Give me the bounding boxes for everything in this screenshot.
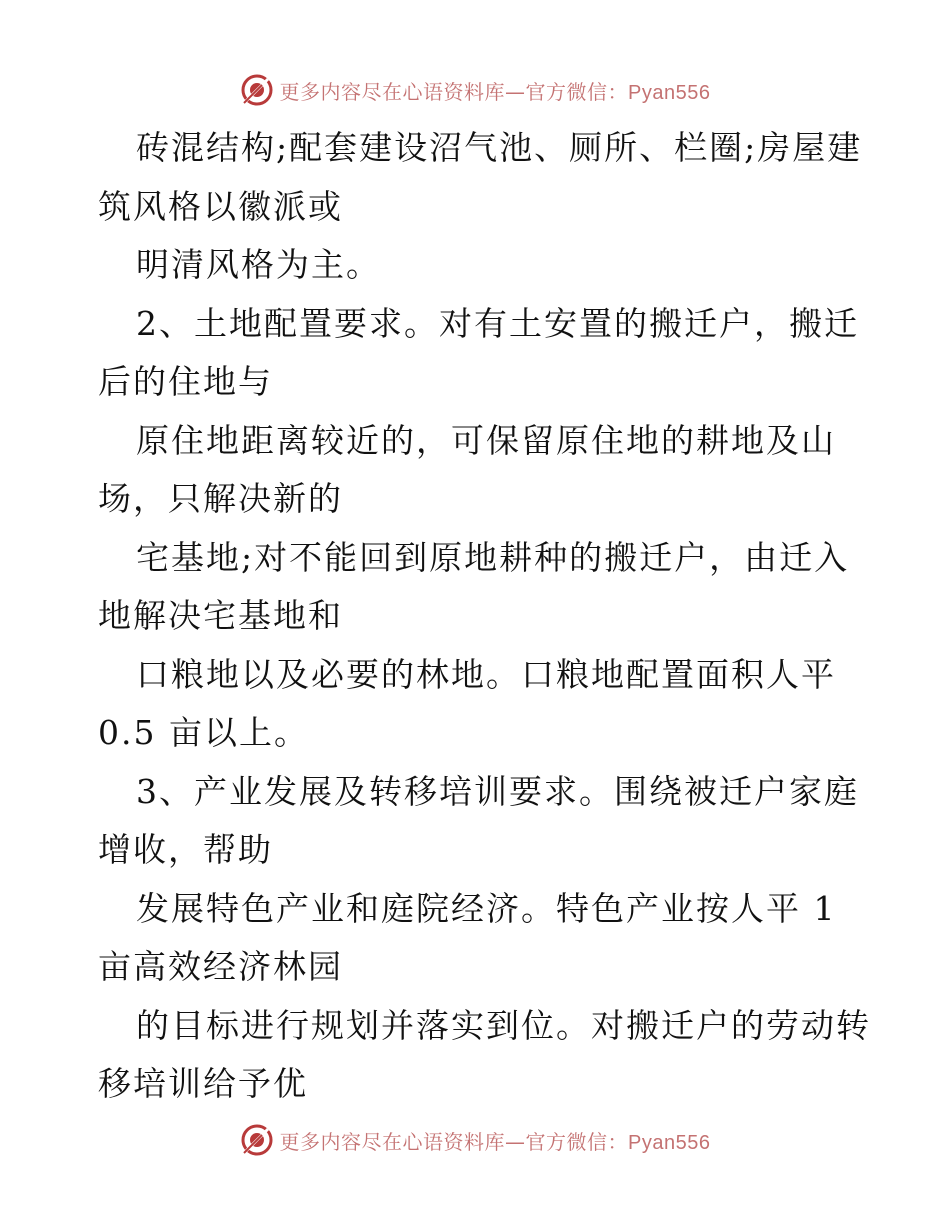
text-line: 移培训给予优	[98, 1064, 308, 1103]
text-line: 地解决宅基地和	[98, 596, 343, 635]
text-line: 发展特色产业和庭院经济。特色产业按人平 1	[136, 888, 837, 928]
logo-icon	[240, 1123, 274, 1157]
text-line: 砖混结构;配套建设沼气池、厕所、栏圈;房屋建	[136, 128, 863, 167]
text-line: 原住地距离较近的，可保留原住地的耕地及山	[136, 420, 836, 460]
text-line: 亩高效经济林园	[98, 947, 343, 986]
header-banner-text	[280, 76, 711, 105]
header-banner-label: 更多内容尽在心语资料库—官方微信：	[279, 79, 629, 104]
footer-banner-handle: Pyan556	[628, 1131, 711, 1154]
text-line: 0.5 亩以上。	[98, 713, 309, 752]
header-banner-handle: Pyan556	[628, 81, 711, 104]
text-line: 2、土地配置要求。对有土安置的搬迁户，搬迁	[136, 303, 859, 343]
text-line: 后的住地与	[98, 362, 273, 401]
text-line: 的目标进行规划并落实到位。对搬迁户的劳动转	[136, 1005, 871, 1045]
logo-icon	[240, 73, 274, 107]
text-line: 增收，帮助	[98, 830, 273, 869]
text-line: 场，只解决新的	[98, 479, 343, 518]
text-line: 宅基地;对不能回到原地耕种的搬迁户，由迁入	[136, 537, 850, 577]
footer-banner-label: 更多内容尽在心语资料库—官方微信：	[279, 1129, 629, 1154]
text-line: 口粮地以及必要的林地。口粮地配置面积人平	[136, 654, 836, 694]
text-line: 3、产业发展及转移培训要求。围绕被迁户家庭	[136, 771, 859, 811]
footer-banner	[0, 1120, 950, 1160]
text-line: 明清风格为主。	[136, 245, 381, 284]
footer-banner-text	[280, 1126, 711, 1155]
text-line: 筑风格以徽派或	[98, 186, 343, 226]
document-body	[98, 119, 871, 1114]
header-banner	[0, 70, 950, 110]
